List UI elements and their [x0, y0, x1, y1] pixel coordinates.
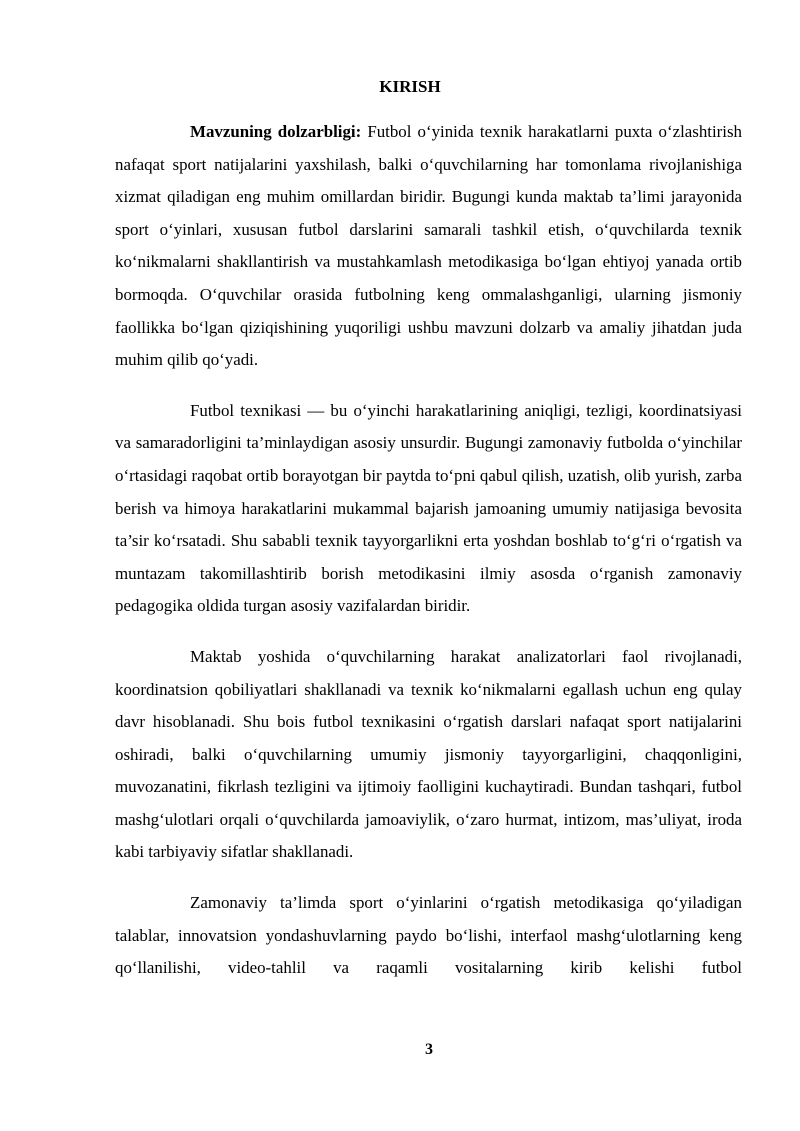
paragraph-football-technique: [115, 395, 742, 623]
paragraph-text: Futbol o‘yinida texnik harakatlarni puxta o‘zlashtirish nafaqat sport natijalarini yaxshilash, balki o‘quvchilarning har tomonlama rivojlanishiga xizmat qiladigan eng muhim omillardan biridir. Bugungi kunda maktab ta’limi jarayonida sport o‘yinlari, xususan futbol darslarini samarali tashkil etish, o‘quvchilarda texnik ko‘nikmalarni shakllantirish va mustahkamlash metodikasiga bo‘lgan ehtiyoj yanada ortib bormoqda. O‘quvchilar orasida futbolning keng ommalashganligi, ularning jismoniy faollikka bo‘lgan qiziqishining yuqoriligi ushbu mavzuni dolzarb va amaliy jihatdan juda muhim qilib qo‘yadi.: [115, 122, 742, 370]
body-text: [115, 116, 742, 985]
paragraph-text: Futbol texnikasi — bu o‘yinchi harakatlarining aniqligi, tezligi, koordinatsiyasi va samaradorligini ta’minlaydigan asosiy unsurdir. Bugungi zamonaviy futbolda o‘yinchilar o‘rtasidagi raqobat ortib borayotgan bir paytda to‘pni qabul qilish, uzatish, olib yurish, zarba berish va himoya harakatlarini mukammal bajarish jamoaning umumiy natijasiga bevosita ta’sir ko‘rsatadi. Shu sababli texnik tayyorgarlikni erta yoshdan boshlab to‘g‘ri o‘rgatish va muntazam takomillashtirib borish metodikasini ilmiy asosda o‘rganish zamonaviy pedagogika oldida turgan asosiy vazifalardan biridir.: [115, 400, 742, 616]
paragraph-text: Maktab yoshida o‘quvchilarning harakat analizatorlari faol rivojlanadi, koordinatsion qobiliyatlari shakllanadi va texnik ko‘nikmalarni egallash uchun eng qulay davr hisoblanadi. Shu bois futbol texnikasini o‘rgatish darslari nafaqat sport natijalarini oshiradi, balki o‘quvchilarning umumiy jismoniy tayyorgarligini, chaqqonligini, muvozanatini, fikrlash tezligini va ijtimoiy faolligini kuchaytiradi. Bundan tashqari, futbol mashg‘ulotlari orqali o‘quvchilarda jamoaviylik, o‘zaro hurmat, intizom, mas’uliyat, iroda kabi tarbiyaviy sifatlar shakllanadi.: [115, 646, 742, 862]
paragraph-relevance: [115, 116, 742, 377]
paragraph-school-age: [115, 641, 742, 869]
paragraph-lead-bold: Mavzuning dolzarbligi:: [190, 122, 362, 141]
paragraph-modern-education: [115, 887, 742, 985]
page-number: 3: [425, 1041, 433, 1058]
section-heading: KIRISH: [379, 77, 441, 96]
paragraph-text: Zamonaviy ta’limda sport o‘yinlarini o‘rgatish metodikasiga qo‘yiladigan talablar, innovatsion yondashuvlarning paydo bo‘lishi, interfaol mashg‘ulotlarning keng qo‘llanilishi, video-tahlil va raqamli vositalarning kirib kelishi futbol: [115, 893, 742, 978]
